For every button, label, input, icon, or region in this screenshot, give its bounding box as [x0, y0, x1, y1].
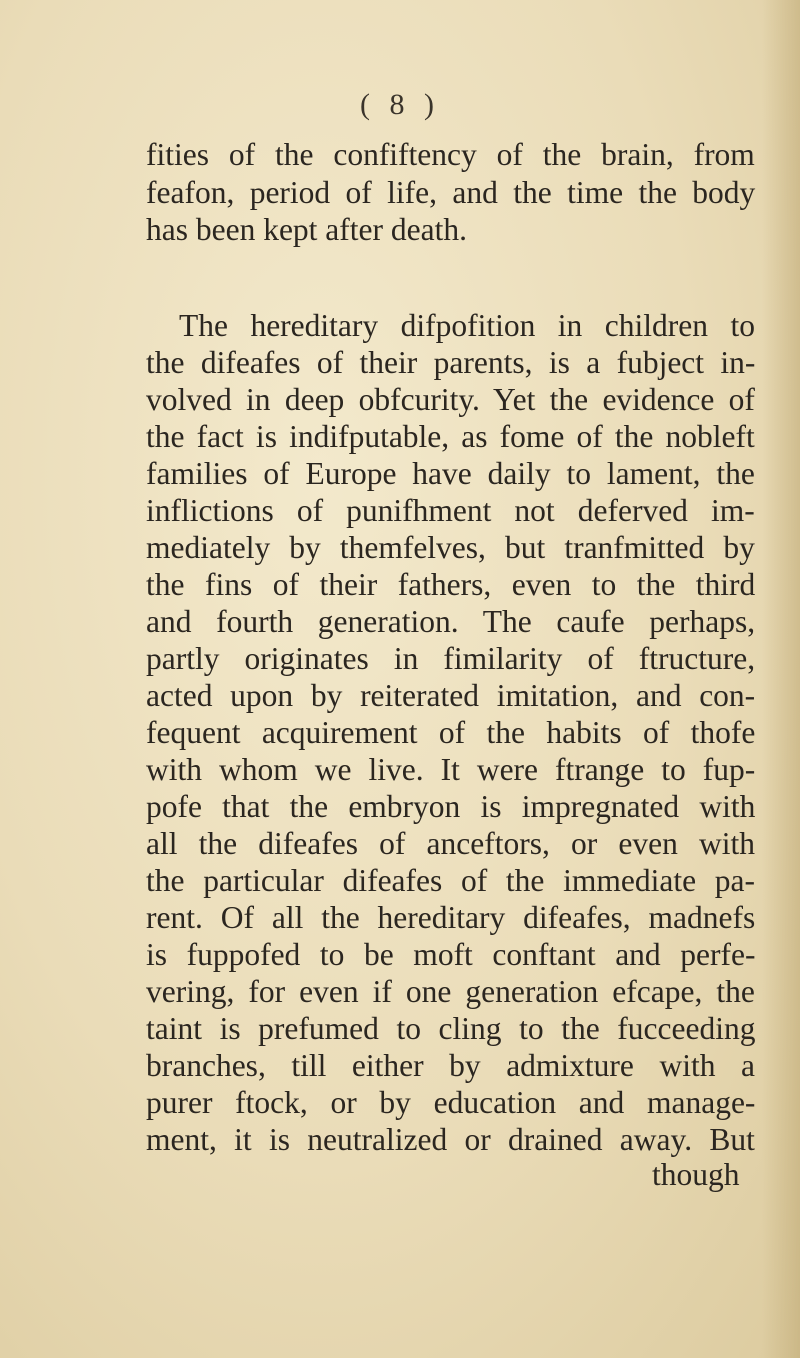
text-line: inflictions of punifhment not deferved im-: [146, 493, 755, 528]
text-line: The hereditary difpofition in children to: [179, 308, 755, 343]
page-number: ( 8 ): [360, 88, 440, 121]
text-line: partly originates in fimilarity of ftructure,: [146, 641, 756, 676]
text-line: purer ftock, or by education and manage-: [146, 1085, 756, 1120]
text-line: feafon, period of life, and the time the body: [146, 175, 756, 210]
catchword: though: [652, 1157, 740, 1192]
text-line: and fourth generation. The caufe perhaps,: [146, 604, 756, 639]
text-line: pofe that the embryon is impregnated with: [146, 789, 756, 824]
text-line: has been kept after death.: [146, 212, 467, 247]
page-edge-shadow: [762, 0, 800, 1358]
text-line: is fuppofed to be moft conftant and perfe-: [146, 937, 756, 972]
text-line: rent. Of all the hereditary difeafes, madnefs: [146, 900, 756, 935]
text-line: volved in deep obfcurity. Yet the evidence of: [146, 382, 755, 417]
text-line: the fins of their fathers, even to the third: [146, 567, 756, 602]
text-line: acted upon by reiterated imitation, and con-: [146, 678, 756, 713]
text-line: taint is prefumed to cling to the fucceeding: [146, 1011, 756, 1046]
text-line: with whom we live. It were ftrange to fup-: [146, 752, 756, 787]
text-line: vering, for even if one generation efcape, the: [146, 974, 755, 1009]
text-line: all the difeafes of anceftors, or even with: [146, 826, 756, 861]
text-line: mediately by themfelves, but tranfmitted by: [146, 530, 755, 565]
text-line: families of Europe have daily to lament, the: [146, 456, 755, 491]
text-line: the difeafes of their parents, is a fubject in-: [146, 345, 756, 380]
text-line: the fact is indifputable, as fome of the nobleft: [146, 419, 755, 454]
text-line: branches, till either by admixture with a: [146, 1048, 755, 1083]
text-line: ment, it is neutralized or drained away. But: [146, 1122, 755, 1157]
text-line: fities of the confiftency of the brain, from: [146, 137, 755, 172]
text-line: the particular difeafes of the immediate pa-: [146, 863, 755, 898]
text-line: fequent acquirement of the habits of thofe: [146, 715, 756, 750]
